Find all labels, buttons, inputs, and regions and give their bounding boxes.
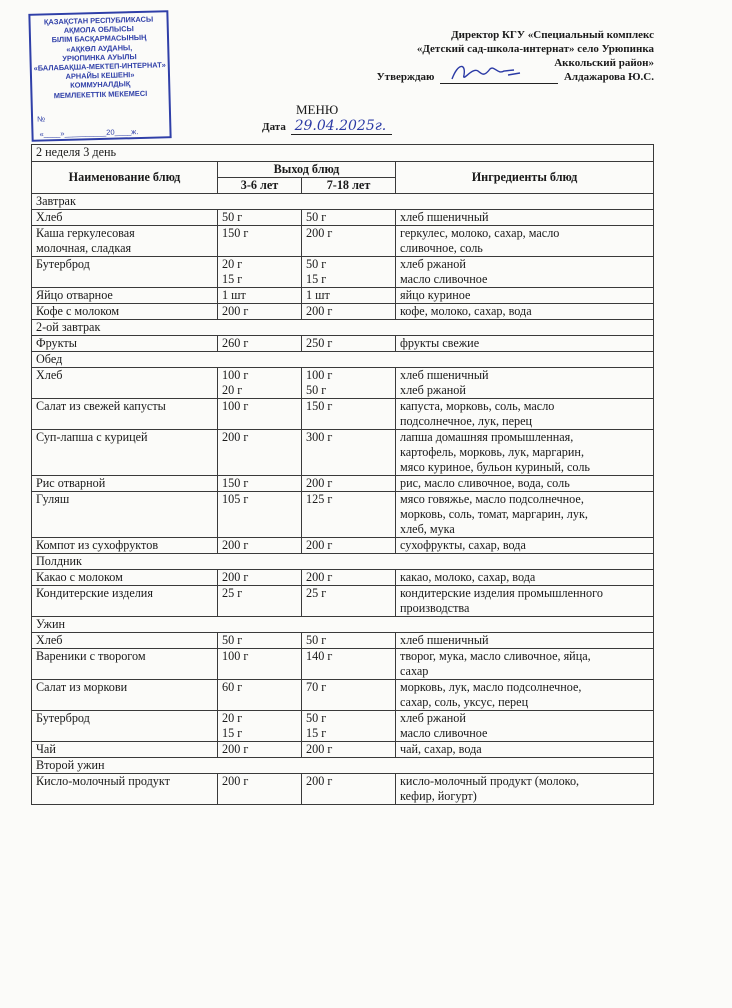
dish-name-cell bbox=[32, 476, 218, 492]
ingredients-cell-line: фрукты свежие bbox=[400, 336, 480, 350]
yield-7-18-cell-line: 200 г bbox=[306, 304, 333, 318]
approval-block bbox=[377, 28, 654, 84]
dish-name-cell bbox=[32, 711, 218, 742]
dish-name-cell bbox=[32, 570, 218, 586]
meal-section-title: Второй ужин bbox=[32, 758, 654, 774]
yield-3-6-cell-line: 100 г bbox=[222, 649, 249, 663]
official-stamp bbox=[28, 10, 171, 142]
dish-name-cell bbox=[32, 492, 218, 538]
table-row bbox=[32, 586, 654, 617]
dish-name-cell-line: Фрукты bbox=[36, 336, 77, 350]
ingredients-cell-line: сахар, соль, уксус, перец bbox=[400, 695, 529, 709]
age-group-2: 7-18 лет bbox=[302, 178, 396, 194]
ingredients-cell-line: мясо куриное, бульон куриный, соль bbox=[400, 460, 590, 474]
table-row bbox=[32, 430, 654, 476]
ingredients-cell-line: мясо говяжье, масло подсолнечное, bbox=[400, 492, 584, 506]
ingredients-cell-line: геркулес, молоко, сахар, масло bbox=[400, 226, 560, 240]
table-row bbox=[32, 633, 654, 649]
yield-3-6-cell-line: 200 г bbox=[222, 304, 249, 318]
yield-7-18-cell bbox=[302, 336, 396, 352]
dish-name-cell-line: Бутерброд bbox=[36, 257, 90, 271]
signature-line bbox=[440, 71, 558, 84]
ingredients-cell-line: творог, мука, масло сливочное, яйца, bbox=[400, 649, 591, 663]
meal-section-row bbox=[32, 194, 654, 210]
signature-icon bbox=[448, 61, 538, 85]
stamp-date-line: «____»__________20____ж. bbox=[39, 127, 139, 139]
ingredients-cell bbox=[396, 288, 654, 304]
ingredients-cell bbox=[396, 492, 654, 538]
dish-name-cell-line: Вареники с творогом bbox=[36, 649, 146, 663]
ingredients-cell bbox=[396, 399, 654, 430]
ingredients-cell-line: подсолнечное, лук, перец bbox=[400, 414, 533, 428]
yield-3-6-cell-line: 25 г bbox=[222, 586, 243, 600]
ingredients-cell-line: кондитерские изделия промышленного bbox=[400, 586, 603, 600]
yield-3-6-cell-line: 105 г bbox=[222, 492, 249, 506]
yield-3-6-cell bbox=[218, 304, 302, 320]
yield-7-18-cell bbox=[302, 304, 396, 320]
dish-name-cell bbox=[32, 257, 218, 288]
dish-name-cell bbox=[32, 680, 218, 711]
yield-3-6-cell-line: 260 г bbox=[222, 336, 249, 350]
yield-7-18-cell bbox=[302, 430, 396, 476]
approval-signature-row bbox=[377, 70, 654, 84]
table-row bbox=[32, 680, 654, 711]
table-row bbox=[32, 399, 654, 430]
age-group-1: 3-6 лет bbox=[218, 178, 302, 194]
meal-section-title: Обед bbox=[32, 352, 654, 368]
yield-3-6-cell bbox=[218, 680, 302, 711]
ingredients-cell-line: какао, молоко, сахар, вода bbox=[400, 570, 536, 584]
page-title: МЕНЮ bbox=[296, 102, 339, 117]
yield-3-6-cell-line: 200 г bbox=[222, 742, 249, 756]
meal-section-row bbox=[32, 352, 654, 368]
yield-3-6-cell-line: 150 г bbox=[222, 476, 249, 490]
yield-7-18-cell-line: 50 г bbox=[306, 711, 327, 725]
meal-section-row bbox=[32, 758, 654, 774]
dish-name-cell-line: Каша геркулесовая bbox=[36, 226, 135, 240]
yield-3-6-cell bbox=[218, 570, 302, 586]
yield-7-18-cell-line: 1 шт bbox=[306, 288, 330, 302]
dish-name-cell-line: Суп-лапша с курицей bbox=[36, 430, 148, 444]
ingredients-cell-line: хлеб ржаной bbox=[400, 257, 466, 271]
ingredients-cell-line: сливочное, соль bbox=[400, 241, 483, 255]
dish-name-cell bbox=[32, 399, 218, 430]
yield-3-6-cell bbox=[218, 586, 302, 617]
yield-7-18-cell bbox=[302, 226, 396, 257]
ingredients-cell bbox=[396, 336, 654, 352]
stamp-text-line: АРНАЙЫ КЕШЕНІ» bbox=[65, 70, 135, 82]
yield-7-18-cell-line: 50 г bbox=[306, 383, 327, 397]
yield-7-18-cell bbox=[302, 538, 396, 554]
yield-7-18-cell-line: 100 г bbox=[306, 368, 333, 382]
yield-7-18-cell bbox=[302, 288, 396, 304]
menu-table bbox=[31, 144, 654, 805]
meal-section-row bbox=[32, 617, 654, 633]
ingredients-cell bbox=[396, 538, 654, 554]
yield-3-6-cell bbox=[218, 399, 302, 430]
yield-7-18-cell bbox=[302, 586, 396, 617]
dish-name-cell bbox=[32, 742, 218, 758]
ingredients-cell-line: хлеб пшеничный bbox=[400, 210, 489, 224]
ingredients-cell-line: чай, сахар, вода bbox=[400, 742, 482, 756]
date-label: Дата bbox=[262, 121, 286, 133]
yield-7-18-cell-line: 50 г bbox=[306, 633, 327, 647]
col-ingredients-header: Ингредиенты блюд bbox=[396, 162, 654, 194]
stamp-text-line: УРЮПИНКА АУЫЛЫ bbox=[62, 51, 137, 63]
ingredients-cell-line: картофель, морковь, лук, маргарин, bbox=[400, 445, 584, 459]
director-name: Алдажарова Ю.С. bbox=[563, 71, 654, 83]
yield-3-6-cell bbox=[218, 257, 302, 288]
yield-3-6-cell-line: 150 г bbox=[222, 226, 249, 240]
yield-7-18-cell bbox=[302, 649, 396, 680]
yield-3-6-cell bbox=[218, 288, 302, 304]
ingredients-cell bbox=[396, 742, 654, 758]
ingredients-cell-line: масло сливочное bbox=[400, 726, 488, 740]
dish-name-cell bbox=[32, 288, 218, 304]
dish-name-cell-line: Компот из сухофруктов bbox=[36, 538, 159, 552]
ingredients-cell-line: хлеб ржаной bbox=[400, 711, 466, 725]
yield-3-6-cell-line: 15 г bbox=[222, 272, 243, 286]
approve-label: Утверждаю bbox=[376, 71, 435, 83]
yield-7-18-cell bbox=[302, 476, 396, 492]
yield-3-6-cell-line: 20 г bbox=[222, 257, 243, 271]
ingredients-cell-line: рис, масло сливочное, вода, соль bbox=[400, 476, 570, 490]
yield-7-18-cell bbox=[302, 210, 396, 226]
ingredients-cell bbox=[396, 304, 654, 320]
dish-name-cell bbox=[32, 586, 218, 617]
table-row bbox=[32, 210, 654, 226]
stamp-text-line: АҚМОЛА ОБЛЫСЫ bbox=[63, 24, 134, 36]
yield-7-18-cell-line: 50 г bbox=[306, 210, 327, 224]
meal-section-title: Ужин bbox=[32, 617, 654, 633]
yield-7-18-cell bbox=[302, 570, 396, 586]
ingredients-cell bbox=[396, 570, 654, 586]
table-row bbox=[32, 368, 654, 399]
yield-7-18-cell-line: 140 г bbox=[306, 649, 333, 663]
yield-7-18-cell-line: 200 г bbox=[306, 226, 333, 240]
yield-3-6-cell-line: 60 г bbox=[222, 680, 243, 694]
ingredients-cell-line: хлеб пшеничный bbox=[400, 633, 489, 647]
yield-7-18-cell-line: 50 г bbox=[306, 257, 327, 271]
approval-line-2: «Детский сад-школа-интернат» село Урюпинка bbox=[416, 43, 654, 55]
yield-3-6-cell-line: 200 г bbox=[222, 774, 249, 788]
yield-3-6-cell bbox=[218, 476, 302, 492]
dish-name-cell-line: Яйцо отварное bbox=[36, 288, 113, 302]
ingredients-cell bbox=[396, 633, 654, 649]
meal-section-title: 2-ой завтрак bbox=[32, 320, 654, 336]
dish-name-cell-line: Чай bbox=[36, 742, 56, 756]
yield-7-18-cell-line: 200 г bbox=[306, 774, 333, 788]
yield-3-6-cell bbox=[218, 711, 302, 742]
dish-name-cell-line: Бутерброд bbox=[36, 711, 90, 725]
col-name-header: Наименование блюд bbox=[32, 162, 218, 194]
dish-name-cell bbox=[32, 774, 218, 805]
yield-7-18-cell-line: 70 г bbox=[306, 680, 327, 694]
table-row bbox=[32, 570, 654, 586]
table-row bbox=[32, 649, 654, 680]
dish-name-cell-line: Хлеб bbox=[36, 368, 63, 382]
yield-7-18-cell-line: 300 г bbox=[306, 430, 333, 444]
yield-7-18-cell bbox=[302, 742, 396, 758]
dish-name-cell-line: Гуляш bbox=[36, 492, 70, 506]
ingredients-cell-line: морковь, лук, масло подсолнечное, bbox=[400, 680, 582, 694]
ingredients-cell bbox=[396, 711, 654, 742]
yield-3-6-cell-line: 20 г bbox=[222, 711, 243, 725]
stamp-text-line: «БАЛАБАҚША-МЕКТЕП-ИНТЕРНАТ» bbox=[33, 60, 166, 73]
table-row bbox=[32, 492, 654, 538]
yield-3-6-cell-line: 200 г bbox=[222, 570, 249, 584]
yield-3-6-cell-line: 200 г bbox=[222, 538, 249, 552]
dish-name-cell bbox=[32, 649, 218, 680]
dish-name-cell-line: Салат из моркови bbox=[36, 680, 128, 694]
table-row bbox=[32, 711, 654, 742]
approval-line-3: Аккольский район» bbox=[554, 57, 654, 69]
dish-name-cell bbox=[32, 336, 218, 352]
yield-7-18-cell-line: 15 г bbox=[306, 726, 327, 740]
dish-name-cell bbox=[32, 304, 218, 320]
yield-3-6-cell-line: 50 г bbox=[222, 633, 243, 647]
yield-7-18-cell bbox=[302, 368, 396, 399]
meal-section-title: Завтрак bbox=[32, 194, 654, 210]
stamp-number-line: № bbox=[36, 114, 46, 124]
dish-name-cell bbox=[32, 633, 218, 649]
ingredients-cell bbox=[396, 430, 654, 476]
yield-7-18-cell-line: 200 г bbox=[306, 476, 333, 490]
table-row bbox=[32, 226, 654, 257]
stamp-text-line: КОММУНАЛДЫҚ bbox=[70, 79, 131, 91]
ingredients-cell-line: кисло-молочный продукт (молоко, bbox=[400, 774, 580, 788]
ingredients-cell-line: хлеб пшеничный bbox=[400, 368, 489, 382]
ingredients-cell-line: кофе, молоко, сахар, вода bbox=[400, 304, 532, 318]
yield-7-18-cell bbox=[302, 399, 396, 430]
yield-3-6-cell bbox=[218, 430, 302, 476]
yield-7-18-cell-line: 200 г bbox=[306, 538, 333, 552]
table-row bbox=[32, 476, 654, 492]
ingredients-cell-line: хлеб, мука bbox=[400, 522, 455, 536]
yield-3-6-cell-line: 100 г bbox=[222, 368, 249, 382]
yield-7-18-cell bbox=[302, 257, 396, 288]
date-row bbox=[262, 118, 392, 134]
week-day-header: 2 неделя 3 день bbox=[32, 145, 654, 162]
dish-name-cell-line: Рис отварной bbox=[36, 476, 106, 490]
dish-name-cell bbox=[32, 430, 218, 476]
yield-3-6-cell bbox=[218, 742, 302, 758]
table-row bbox=[32, 336, 654, 352]
yield-7-18-cell-line: 25 г bbox=[306, 586, 327, 600]
table-row bbox=[32, 304, 654, 320]
yield-3-6-cell bbox=[218, 368, 302, 399]
table-row bbox=[32, 257, 654, 288]
yield-3-6-cell-line: 200 г bbox=[222, 430, 249, 444]
yield-7-18-cell bbox=[302, 492, 396, 538]
yield-3-6-cell bbox=[218, 633, 302, 649]
ingredients-cell-line: капуста, морковь, соль, масло bbox=[400, 399, 555, 413]
yield-3-6-cell bbox=[218, 538, 302, 554]
ingredients-cell bbox=[396, 586, 654, 617]
yield-7-18-cell bbox=[302, 774, 396, 805]
yield-7-18-cell-line: 125 г bbox=[306, 492, 333, 506]
yield-3-6-cell-line: 1 шт bbox=[222, 288, 246, 302]
ingredients-cell-line: масло сливочное bbox=[400, 272, 488, 286]
dish-name-cell bbox=[32, 226, 218, 257]
stamp-text-line: «АҚКӨЛ АУДАНЫ, bbox=[66, 42, 133, 54]
ingredients-cell-line: лапша домашняя промышленная, bbox=[400, 430, 574, 444]
yield-3-6-cell bbox=[218, 226, 302, 257]
table-row bbox=[32, 742, 654, 758]
yield-7-18-cell-line: 200 г bbox=[306, 570, 333, 584]
ingredients-cell bbox=[396, 476, 654, 492]
dish-name-cell-line: Хлеб bbox=[36, 210, 63, 224]
dish-name-cell bbox=[32, 210, 218, 226]
yield-3-6-cell-line: 100 г bbox=[222, 399, 249, 413]
yield-3-6-cell bbox=[218, 774, 302, 805]
table-row bbox=[32, 774, 654, 805]
yield-3-6-cell-line: 15 г bbox=[222, 726, 243, 740]
stamp-text-line: МЕМЛЕКЕТТІК МЕКЕМЕСІ bbox=[53, 88, 148, 100]
ingredients-cell-line: сухофрукты, сахар, вода bbox=[400, 538, 526, 552]
ingredients-cell-line: кефир, йогурт) bbox=[400, 789, 477, 803]
date-value: 29.04.2025г. bbox=[291, 118, 393, 135]
dish-name-cell-line: Кофе с молоком bbox=[36, 304, 120, 318]
ingredients-cell bbox=[396, 257, 654, 288]
dish-name-cell-line: Какао с молоком bbox=[36, 570, 123, 584]
ingredients-cell-line: морковь, соль, томат, маргарин, лук, bbox=[400, 507, 588, 521]
dish-name-cell bbox=[32, 538, 218, 554]
meal-section-row bbox=[32, 320, 654, 336]
yield-7-18-cell-line: 250 г bbox=[306, 336, 333, 350]
ingredients-cell-line: сахар bbox=[400, 664, 429, 678]
yield-7-18-cell bbox=[302, 633, 396, 649]
yield-7-18-cell-line: 150 г bbox=[306, 399, 333, 413]
yield-3-6-cell bbox=[218, 210, 302, 226]
ingredients-cell-line: яйцо куриное bbox=[400, 288, 471, 302]
dish-name-cell-line: Хлеб bbox=[36, 633, 63, 647]
yield-7-18-cell-line: 200 г bbox=[306, 742, 333, 756]
dish-name-cell bbox=[32, 368, 218, 399]
yield-7-18-cell bbox=[302, 711, 396, 742]
yield-3-6-cell bbox=[218, 492, 302, 538]
ingredients-cell bbox=[396, 774, 654, 805]
dish-name-cell-line: Кондитерские изделия bbox=[36, 586, 153, 600]
table-row bbox=[32, 288, 654, 304]
dish-name-cell-line: Салат из свежей капусты bbox=[36, 399, 166, 413]
ingredients-cell bbox=[396, 680, 654, 711]
approval-line-1: Директор КГУ «Специальный комплекс bbox=[451, 29, 654, 41]
yield-7-18-cell bbox=[302, 680, 396, 711]
ingredients-cell bbox=[396, 649, 654, 680]
table-row bbox=[32, 538, 654, 554]
ingredients-cell-line: производства bbox=[400, 601, 470, 615]
ingredients-cell-line: хлеб ржаной bbox=[400, 383, 466, 397]
ingredients-cell bbox=[396, 368, 654, 399]
meal-section-row bbox=[32, 554, 654, 570]
ingredients-cell bbox=[396, 226, 654, 257]
meal-section-title: Полдник bbox=[32, 554, 654, 570]
dish-name-cell-line: Кисло-молочный продукт bbox=[36, 774, 170, 788]
yield-3-6-cell-line: 20 г bbox=[222, 383, 243, 397]
yield-7-18-cell-line: 15 г bbox=[306, 272, 327, 286]
stamp-text-line: БІЛІМ БАСҚАРМАСЫНЫҢ bbox=[51, 33, 147, 45]
yield-3-6-cell bbox=[218, 336, 302, 352]
col-yield-header: Выход блюд bbox=[218, 162, 396, 178]
dish-name-cell-line: молочная, сладкая bbox=[36, 241, 132, 255]
stamp-text-line: ҚАЗАҚСТАН РЕСПУБЛИКАСЫ bbox=[43, 14, 154, 27]
yield-3-6-cell-line: 50 г bbox=[222, 210, 243, 224]
ingredients-cell bbox=[396, 210, 654, 226]
yield-3-6-cell bbox=[218, 649, 302, 680]
